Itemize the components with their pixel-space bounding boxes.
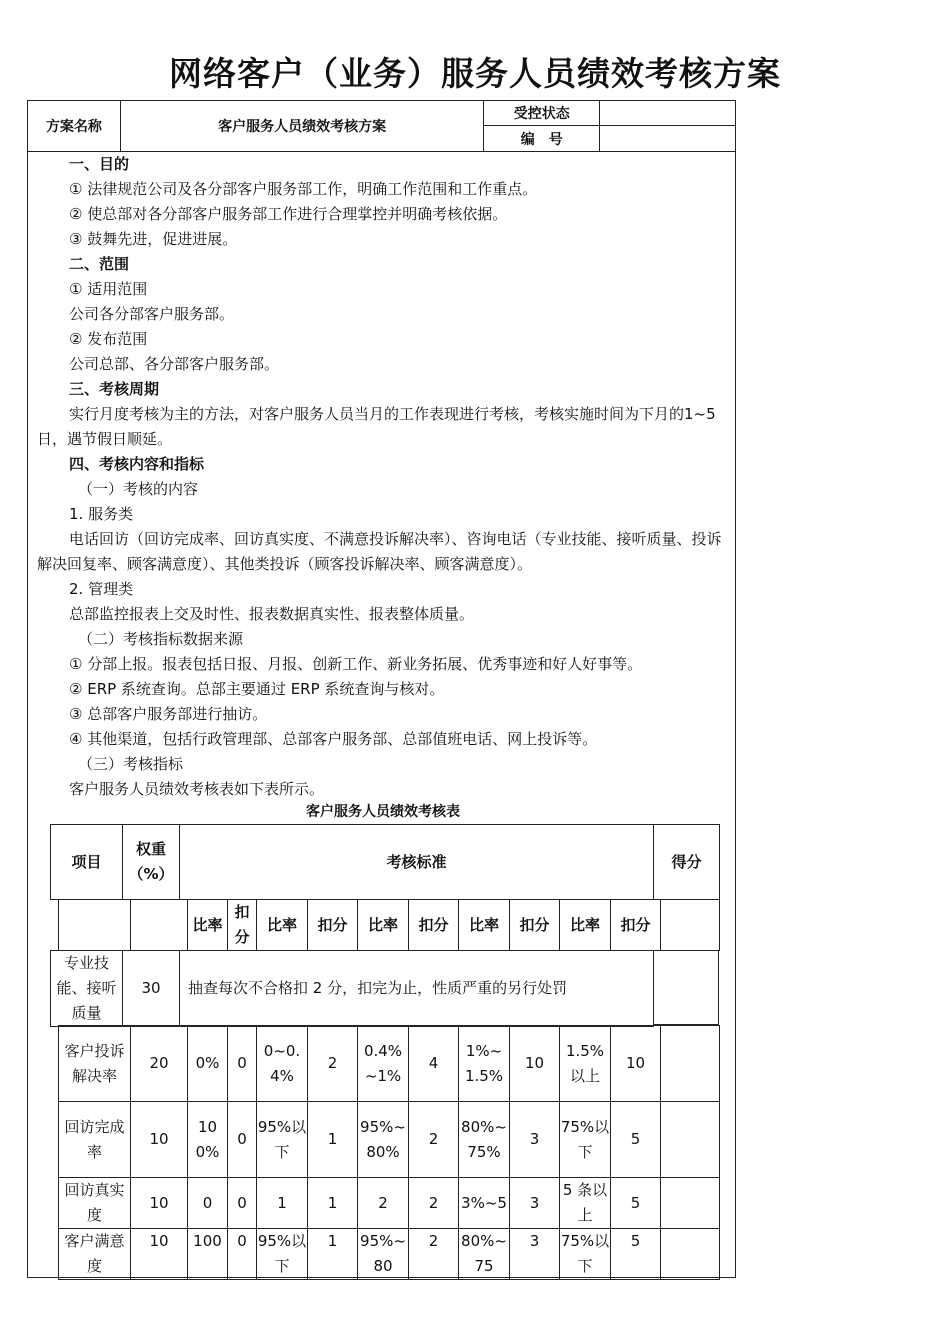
row-cell: 80%~75	[459, 1229, 510, 1280]
section-scope-title: 二、范围	[69, 255, 130, 273]
source-item: ③ 总部客户服务部进行抽访。	[69, 705, 268, 723]
row-cell: 0	[228, 1178, 257, 1229]
row-cell: 0	[188, 1178, 228, 1229]
row-cell: 100	[188, 1229, 228, 1280]
subheader-cell: 扣分	[308, 900, 358, 951]
row-item: 客户投诉解决率	[59, 1026, 131, 1102]
row-cell: 95%~80	[358, 1229, 409, 1280]
assessment-table-body	[58, 1025, 720, 1280]
subheader-cell: 扣分	[228, 900, 257, 951]
row-weight: 20	[131, 1026, 188, 1102]
row-cell: 95%以下	[257, 1102, 308, 1178]
row-cell: 100%	[188, 1102, 228, 1178]
section-cycle-title: 三、考核周期	[69, 380, 160, 398]
row-weight: 10	[131, 1102, 188, 1178]
content-paragraph: 总部监控报表上交及时性、报表数据真实性、报表整体质量。	[69, 605, 475, 623]
row-score	[661, 1026, 720, 1102]
row-cell: 0	[228, 1102, 257, 1178]
row-cell: 3	[510, 1178, 560, 1229]
row-cell: 10	[611, 1026, 661, 1102]
row-cell: 3	[510, 1229, 560, 1280]
content-item: 2. 管理类	[69, 580, 134, 598]
section-content-title: 四、考核内容和指标	[69, 455, 205, 473]
purpose-item: ② 使总部对各分部客户服务部工作进行合理掌控并明确考核依据。	[69, 205, 508, 223]
plan-name-value: 客户服务人员绩效考核方案	[120, 101, 483, 152]
row-cell: 3%~5	[459, 1178, 510, 1229]
row-cell: 0~0.4%	[257, 1026, 308, 1102]
row-cell: 0.4%~1%	[358, 1026, 409, 1102]
row-cell: 3	[510, 1102, 560, 1178]
column-weight-header: 权重（%）	[123, 825, 180, 900]
row-item: 回访完成率	[59, 1102, 131, 1178]
row-cell: 1%~1.5%	[459, 1026, 510, 1102]
source-item: ② ERP 系统查询。总部主要通过 ERP 系统查询与核对。	[69, 680, 445, 698]
row-cell: 80%~75%	[459, 1102, 510, 1178]
subsection-title: （一）考核的内容	[78, 480, 199, 498]
row-score	[661, 1178, 720, 1229]
column-item-header: 项目	[51, 825, 123, 900]
row-cell: 10	[510, 1026, 560, 1102]
skill-weight-cell: 30	[123, 951, 180, 1027]
subheader-cell: 比率	[560, 900, 611, 951]
assessment-table-header	[50, 824, 720, 900]
controlled-status-value	[600, 101, 736, 126]
row-cell: 5 条以上	[560, 1178, 611, 1229]
subheader-cell: 比率	[257, 900, 308, 951]
row-weight: 10	[131, 1178, 188, 1229]
column-standard-header: 考核标准	[180, 825, 654, 900]
subheader-cell: 扣分	[409, 900, 459, 951]
table-row	[59, 1178, 720, 1229]
row-cell: 5	[611, 1102, 661, 1178]
row-cell: 2	[308, 1026, 358, 1102]
row-cell: 0%	[188, 1026, 228, 1102]
content-paragraph: 电话回访（回访完成率、回访真实度、不满意投诉解决率）、咨询电话（专业技能、接听质量、投诉解决回复率、顾客满意度）、其他类投诉（顾客投诉解决率、顾客满意度）。	[37, 530, 722, 573]
row-cell: 4	[409, 1026, 459, 1102]
row-cell: 75%以下	[560, 1102, 611, 1178]
subsection-title: （二）考核指标数据来源	[78, 630, 244, 648]
subheader-blank	[59, 900, 131, 951]
table-caption: 客户服务人员绩效考核表	[306, 804, 460, 820]
skill-row-table	[50, 950, 654, 1027]
subheader-cell: 比率	[358, 900, 409, 951]
assessment-table-subheader	[58, 899, 720, 951]
row-cell: 1	[308, 1229, 358, 1280]
row-score	[661, 1229, 720, 1280]
number-value	[600, 126, 736, 152]
source-item: ① 分部上报。报表包括日报、月报、创新工作、新业务拓展、优秀事迹和好人好事等。	[69, 655, 643, 673]
scope-item: 公司各分部客户服务部。	[69, 305, 235, 323]
header-table	[27, 100, 736, 152]
row-cell: 1	[257, 1178, 308, 1229]
skill-standard-cell: 抽查每次不合格扣 2 分，扣完为止，性质严重的另行处罚	[180, 951, 654, 1027]
purpose-item: ① 法律规范公司及各分部客户服务部工作，明确工作范围和工作重点。	[69, 180, 538, 198]
row-cell: 2	[358, 1178, 409, 1229]
content-item: 1. 服务类	[69, 505, 134, 523]
row-cell: 2	[409, 1102, 459, 1178]
subheader-blank	[131, 900, 188, 951]
row-cell: 1.5%以上	[560, 1026, 611, 1102]
row-item: 客户满意度	[59, 1229, 131, 1280]
row-cell: 95%~80%	[358, 1102, 409, 1178]
row-cell: 2	[409, 1229, 459, 1280]
table-row	[59, 1026, 720, 1102]
row-cell: 2	[409, 1178, 459, 1229]
row-cell: 5	[611, 1178, 661, 1229]
row-score	[661, 1102, 720, 1178]
row-cell: 0	[228, 1026, 257, 1102]
source-item: ④ 其他渠道，包括行政管理部、总部客户服务部、总部值班电话、网上投诉等。	[69, 730, 598, 748]
subheader-cell: 扣分	[611, 900, 661, 951]
cycle-paragraph: 实行月度考核为主的方法，对客户服务人员当月的工作表现进行考核，考核实施时间为下月的1~5 日，遇节假日顺延。	[37, 405, 716, 448]
document-title: 网络客户（业务）服务人员绩效考核方案	[169, 54, 781, 93]
skill-score-cell	[653, 950, 719, 1025]
row-cell: 0	[228, 1229, 257, 1280]
table-row	[59, 1229, 720, 1280]
document-body	[37, 152, 729, 802]
subheader-cell: 扣分	[510, 900, 560, 951]
plan-name-label: 方案名称	[28, 101, 121, 152]
subheader-blank	[661, 900, 720, 951]
row-cell: 5	[611, 1229, 661, 1280]
number-label: 编 号	[484, 126, 600, 152]
row-cell: 95%以下	[257, 1229, 308, 1280]
skill-item-cell: 专业技能、接听质量	[51, 951, 123, 1027]
subheader-cell: 比率	[188, 900, 228, 951]
content-paragraph: 客户服务人员绩效考核表如下表所示。	[69, 780, 325, 798]
column-score-header: 得分	[654, 825, 720, 900]
row-weight: 10	[131, 1229, 188, 1280]
table-row	[59, 1102, 720, 1178]
row-cell: 1	[308, 1178, 358, 1229]
subsection-title: （三）考核指标	[78, 755, 184, 773]
section-purpose-title: 一、目的	[69, 155, 130, 173]
purpose-item: ③ 鼓舞先进，促进进展。	[69, 230, 238, 248]
row-item: 回访真实度	[59, 1178, 131, 1229]
subheader-cell: 比率	[459, 900, 510, 951]
row-cell: 1	[308, 1102, 358, 1178]
scope-item: ① 适用范围	[69, 280, 148, 298]
scope-item: ② 发布范围	[69, 330, 148, 348]
controlled-status-label: 受控状态	[484, 101, 600, 126]
scope-item: 公司总部、各分部客户服务部。	[69, 355, 280, 373]
row-cell: 75%以下	[560, 1229, 611, 1280]
